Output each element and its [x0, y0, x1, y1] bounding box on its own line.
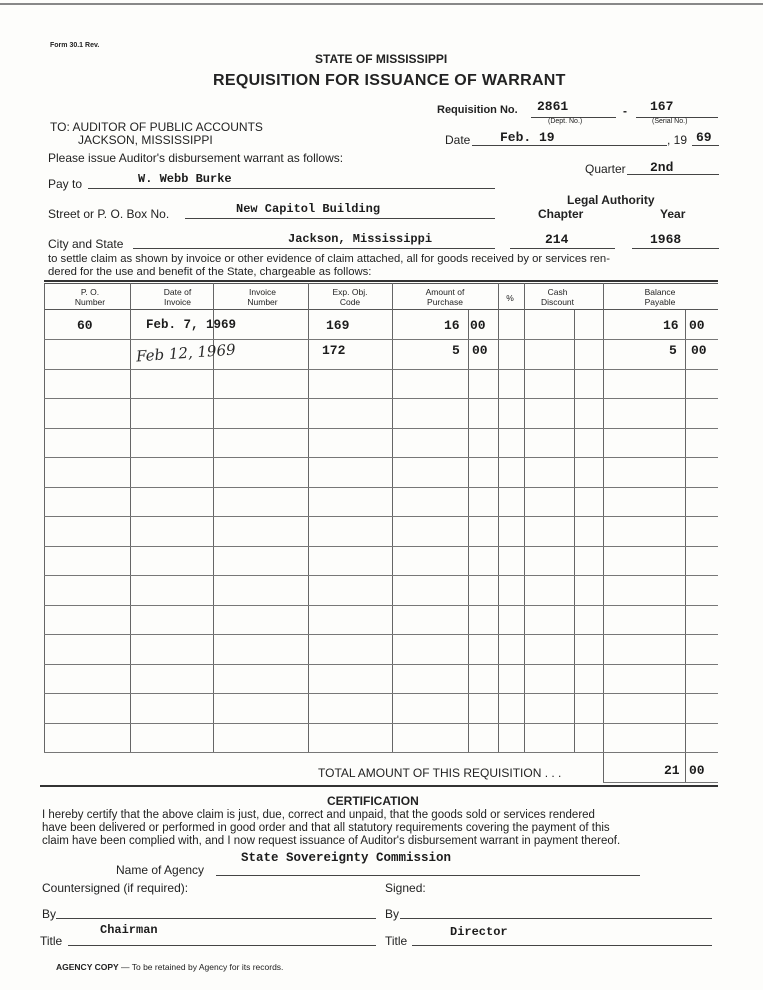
street-label: Street or P. O. Box No.: [48, 207, 170, 221]
certification-line-3: claim have been complied with, and I now request issuance of Auditor's disbursement warrant in payment thereof.: [42, 835, 621, 847]
row-line: [44, 516, 718, 517]
row-line: [44, 457, 718, 458]
year-value: 1968: [650, 232, 682, 247]
header-invoice-2: Number: [247, 297, 278, 307]
header-cash: [525, 287, 590, 307]
footer-rest: — To be retained by Agency for its records.: [118, 962, 284, 972]
agency-label: Name of Agency: [116, 863, 205, 877]
certification-heading: CERTIFICATION: [327, 794, 419, 808]
countersigned-label: Countersigned (if required):: [42, 881, 189, 895]
quarter-label: Quarter: [585, 162, 626, 176]
col-line: [603, 283, 604, 783]
left-title-label: Title: [40, 934, 63, 948]
right-title-value: Director: [450, 925, 508, 939]
header-cash-1: Cash: [547, 287, 568, 297]
right-title-label: Title: [385, 934, 408, 948]
row-line: [44, 369, 718, 370]
row-line: [44, 339, 718, 340]
pay-to-label: Pay to: [48, 177, 83, 191]
left-by-label: By: [42, 907, 57, 921]
right-by-label: By: [385, 907, 400, 921]
right-title-line: [412, 945, 712, 946]
total-bottom-rule: [603, 782, 718, 783]
row-line: [44, 575, 718, 576]
row-line: [44, 428, 718, 429]
header-date: [145, 287, 210, 307]
header-percent: %: [506, 293, 514, 303]
page-title: REQUISITION FOR ISSUANCE OF WARRANT: [213, 72, 566, 89]
header-po-1: P. O.: [80, 287, 100, 297]
row1-balance-cents: 00: [689, 318, 705, 333]
header-date-2: Invoice: [164, 297, 191, 307]
row1-date: Feb. 7, 1969: [146, 318, 237, 332]
header-invoice-1: Invoice: [249, 287, 276, 297]
certification-line-1: I hereby certify that the above claim is just, due, correct and unpaid, that the goods sold or services rendered: [42, 809, 595, 821]
serial-no-caption: (Serial No.): [652, 118, 688, 125]
year-line: [632, 248, 719, 249]
table-top-border: [44, 280, 718, 282]
footer-agency-copy: AGENCY COPY: [56, 962, 119, 972]
header-balance-2: Payable: [644, 297, 676, 307]
pay-to-line: [88, 188, 495, 189]
header-amount-1: Amount of: [425, 287, 465, 297]
row-line: [44, 723, 718, 724]
col-line: [308, 283, 309, 753]
date-year-value: 69: [696, 130, 712, 145]
street-line: [185, 218, 495, 219]
header-amount-2: Purchase: [427, 297, 463, 307]
right-by-line: [400, 918, 712, 919]
quarter-value: 2nd: [650, 160, 674, 175]
col-line: [44, 283, 45, 753]
left-title-line: [68, 945, 376, 946]
pay-to-value: W. Webb Burke: [138, 172, 232, 186]
row-line: [44, 693, 718, 694]
signed-label: Signed:: [385, 881, 426, 895]
chapter-line: [510, 248, 615, 249]
row1-balance-dollars: 16: [663, 318, 679, 333]
header-exp-1: Exp. Obj.: [332, 287, 368, 297]
dept-no-caption: (Dept. No.): [548, 118, 583, 125]
city-label: City and State: [48, 237, 124, 251]
date-value: Feb. 19: [500, 130, 555, 145]
header-amount: [405, 287, 485, 307]
row1-exp: 169: [326, 318, 350, 333]
row-line: [44, 752, 718, 753]
total-cents: 00: [689, 763, 705, 778]
form-number: Form 30.1 Rev.: [50, 42, 100, 49]
state-heading: STATE OF MISSISSIPPI: [315, 52, 448, 66]
header-exp-2: Code: [339, 297, 361, 307]
col-line: [468, 310, 469, 753]
header-po-2: Number: [74, 297, 106, 307]
row2-exp: 172: [322, 343, 346, 358]
total-label: TOTAL AMOUNT OF THIS REQUISITION . . .: [318, 766, 562, 780]
total-dollars: 21: [664, 763, 680, 778]
table-bottom-border: [40, 785, 718, 787]
header-date-1: Date of: [163, 287, 192, 297]
agency-value: State Sovereignty Commission: [241, 851, 452, 865]
requisition-label: Requisition No.: [437, 104, 518, 116]
date-label: Date: [445, 133, 471, 147]
addressee-line-1: TO: AUDITOR OF PUBLIC ACCOUNTS: [50, 120, 263, 134]
settle-text-2: dered for the use and benefit of the State, chargeable as follows:: [48, 266, 372, 278]
agency-line: [216, 875, 640, 876]
row-line: [44, 487, 718, 488]
header-balance: [625, 287, 695, 307]
serial-no-value: 167: [650, 99, 674, 114]
row1-po: 60: [77, 318, 93, 333]
col-line: [130, 283, 131, 753]
row2-amount-cents: 00: [472, 343, 488, 358]
instruction-text: Please issue Auditor's disbursement warrant as follows:: [48, 151, 344, 165]
col-line: [524, 283, 525, 753]
row-line: [44, 634, 718, 635]
footer-note: [56, 962, 283, 972]
header-exp: [315, 287, 385, 307]
row2-date: Feb 12, 1969: [135, 340, 237, 366]
chapter-label: Chapter: [538, 207, 584, 221]
street-value: New Capitol Building: [236, 202, 381, 216]
row-line: [44, 605, 718, 606]
row-line: [44, 664, 718, 665]
addressee-line-2: JACKSON, MISSISSIPPI: [78, 133, 213, 147]
row1-amount-dollars: 16: [444, 318, 460, 333]
city-line: [133, 248, 495, 249]
legal-authority-heading: Legal Authority: [567, 193, 655, 207]
year-label: Year: [660, 207, 686, 221]
header-cash-2: Discount: [540, 297, 575, 307]
col-line: [498, 283, 499, 753]
city-value: Jackson, Mississippi: [288, 232, 433, 246]
left-title-value: Chairman: [100, 923, 158, 937]
row2-amount-dollars: 5: [452, 343, 460, 358]
header-invoice: [230, 287, 295, 307]
col-line: [392, 283, 393, 753]
header-bottom-rule: [44, 309, 718, 310]
row-line: [44, 398, 718, 399]
row2-balance-dollars: 5: [669, 343, 677, 358]
row-line: [44, 546, 718, 547]
settle-text-1: to settle claim as shown by invoice or other evidence of claim attached, all for goods received by or services ren-: [48, 253, 610, 265]
row2-balance-cents: 00: [691, 343, 707, 358]
header-po: [60, 287, 120, 307]
dept-no-value: 2861: [537, 99, 569, 114]
left-by-line: [56, 918, 376, 919]
table-top-border-2: [44, 283, 718, 284]
date-year-prefix: , 19: [667, 133, 688, 147]
row1-amount-cents: 00: [470, 318, 486, 333]
certification-line-2: have been delivered or performed in good order and that all statutory requirements covering the payment of this: [42, 822, 610, 834]
header-balance-1: Balance: [644, 287, 676, 297]
requisition-dash: -: [623, 104, 627, 118]
scan-edge: [0, 3, 763, 5]
date-line: [472, 145, 667, 146]
chapter-value: 214: [545, 232, 569, 247]
col-line: [574, 310, 575, 753]
date-year-line: [692, 145, 719, 146]
